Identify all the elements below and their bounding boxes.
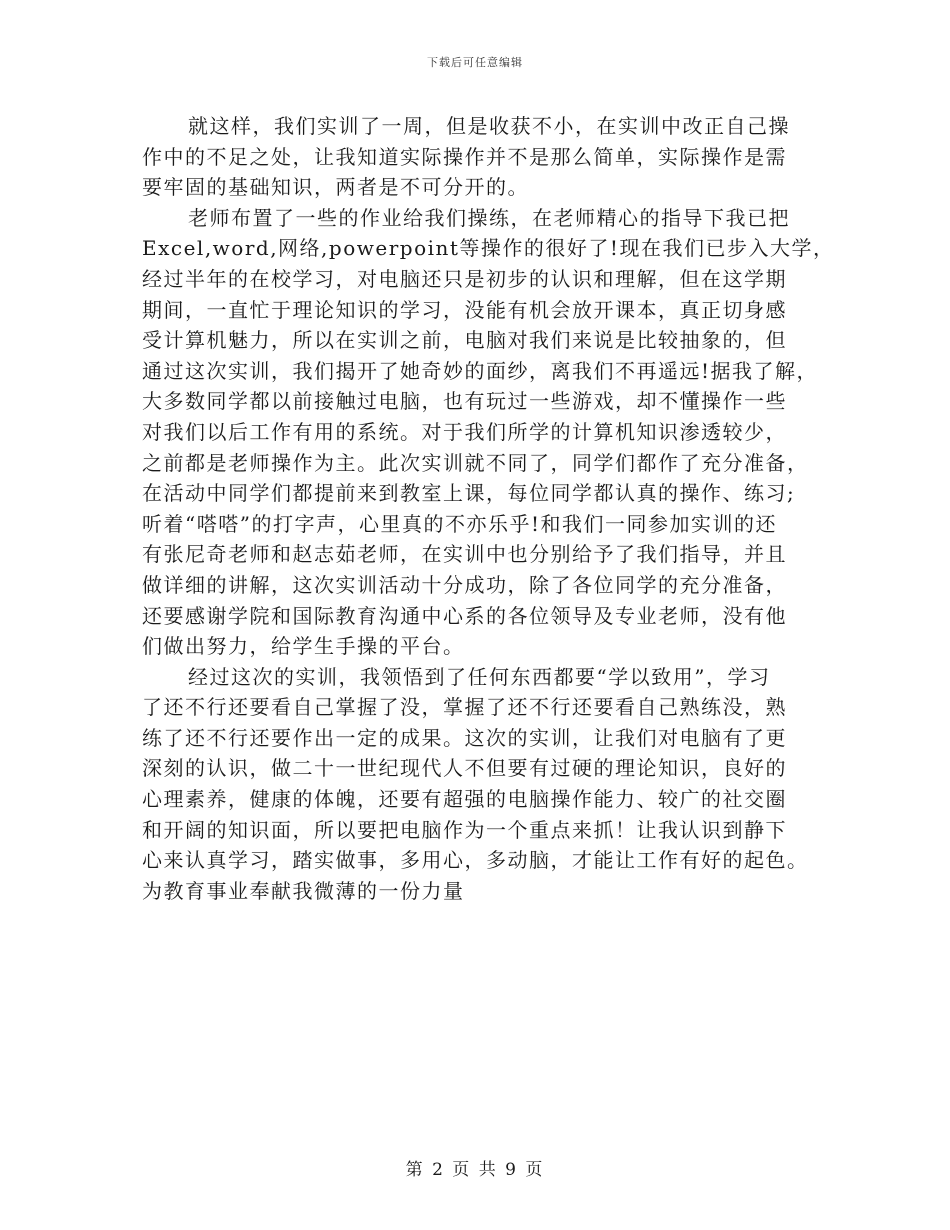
text-line: 和开阔的知识面，所以要把电脑作为一个重点来抓！让我认识到静下: [142, 817, 787, 842]
document-body: [142, 111, 835, 906]
text-line: 作中的不足之处，让我知道实际操作并不是那么简单，实际操作是需: [142, 144, 787, 169]
text-line: 练了还不行还要作出一定的成果。这次的实训，让我们对电脑有了更: [142, 725, 787, 750]
text-line: 大多数同学都以前接触过电脑，也有玩过一些游戏，却不懂操作一些: [142, 389, 787, 414]
text-line: Excel,word,网络,powerpoint等操作的很好了!现在我们已步入大学，: [142, 236, 835, 261]
text-line: 之前都是老师操作为主。此次实训就不同了，同学们都作了充分准备，: [142, 450, 809, 475]
text-line: 深刻的认识，做二十一世纪现代人不但要有过硬的理论知识，良好的: [142, 756, 787, 781]
text-line: 老师布置了一些的作业给我们操练，在老师精心的指导下我已把: [188, 205, 790, 230]
text-line: 心理素养，健康的体魄，还要有超强的电脑操作能力、较广的社交圈: [142, 787, 787, 812]
text-line: 要牢固的基础知识，两者是不可分开的。: [142, 175, 529, 200]
page-number-footer: 第 2 页 共 9 页: [405, 1160, 545, 1180]
text-line: 经过半年的在校学习，对电脑还只是初步的认识和理解，但在这学期: [142, 266, 787, 291]
text-line: 有张尼奇老师和赵志茹老师，在实训中也分别给予了我们指导，并且: [142, 542, 787, 567]
text-line: 们做出努力，给学生手操的平台。: [142, 634, 465, 659]
text-line: 做详细的讲解，这次实训活动十分成功，除了各位同学的充分准备，: [142, 572, 787, 597]
text-line: 还要感谢学院和国际教育沟通中心系的各位领导及专业老师，没有他: [142, 603, 787, 628]
text-line: 心来认真学习，踏实做事，多用心，多动脑，才能让工作有好的起色。: [142, 848, 809, 873]
text-line: 受计算机魅力，所以在实训之前，电脑对我们来说是比较抽象的，但: [142, 328, 787, 353]
page-header: 下载后可任意编辑: [427, 56, 523, 69]
text-line: 在活动中同学们都提前来到教室上课，每位同学都认真的操作、练习;: [142, 481, 796, 506]
text-line: 了还不行还要看自己掌握了没，掌握了还不行还要看自己熟练没，熟: [142, 695, 787, 720]
text-line: 就这样，我们实训了一周，但是收获不小，在实训中改正自己操: [188, 114, 790, 138]
paragraph-2: [142, 203, 835, 662]
text-line: 为教育事业奉献我微薄的一份力量: [142, 878, 465, 903]
text-line: 通过这次实训，我们揭开了她奇妙的面纱，离我们不再遥远!据我了解，: [142, 358, 819, 383]
text-line: 经过这次的实训，我领悟到了任何东西都要“学以致用”，学习: [188, 664, 771, 689]
text-line: 听着“嗒嗒”的打字声，心里真的不亦乐乎!和我们一同参加实训的还: [142, 511, 777, 536]
text-line: 期间，一直忙于理论知识的学习，没能有机会放开课本，真正切身感: [142, 297, 787, 322]
paragraph-3: [142, 662, 822, 907]
paragraph-1: [142, 111, 822, 203]
text-line: 对我们以后工作有用的系统。对于我们所学的计算机知识渗透较少，: [142, 419, 787, 444]
